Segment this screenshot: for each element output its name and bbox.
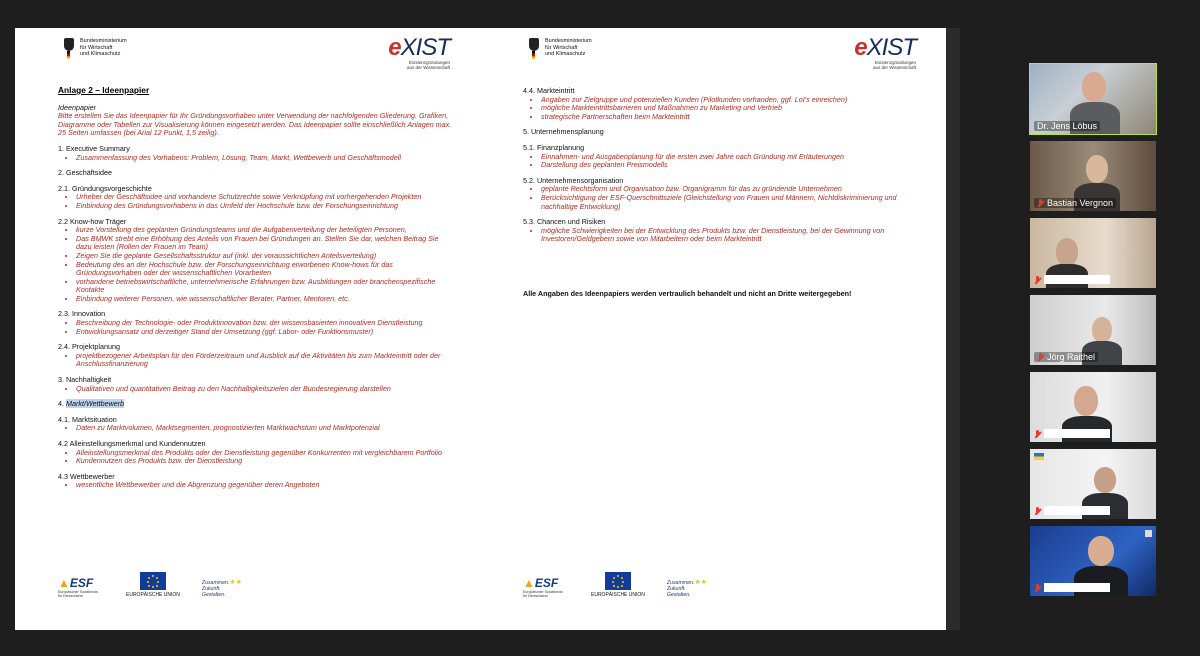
shared-screen bbox=[15, 28, 946, 630]
avatar bbox=[1086, 155, 1108, 183]
eagle-icon bbox=[528, 38, 540, 58]
redaction-bar bbox=[1044, 429, 1110, 438]
bullet-list bbox=[58, 319, 456, 336]
bullet-item: • Beschreibung der Technologie- oder Produktinnovation bzw. der wissensbasierten innovativen Dienstleistung bbox=[76, 319, 456, 328]
section-heading: 2. Geschäftsidee bbox=[58, 168, 112, 178]
bullet-list bbox=[523, 227, 922, 244]
ministry-line: und Klimaschutz bbox=[545, 51, 586, 57]
esf-sub: Europäischer Sozialfonds bbox=[58, 590, 98, 594]
exist-logo-text: XIST bbox=[400, 34, 450, 61]
avatar bbox=[1074, 386, 1098, 416]
bullet-list bbox=[523, 153, 922, 170]
section-heading: 5. Unternehmensplanung bbox=[523, 127, 604, 137]
ministry-line: für Wirtschaft bbox=[545, 44, 578, 51]
bullet-item: • kurze Vorstellung des geplanten Gründungsteams und die Aufgabenverteilung der beteiligten Personen, bbox=[76, 226, 456, 235]
bullet-item: • Zeigen Sie die geplante Gesellschaftsstruktur auf (inkl. der voraussichtlichen Anteilsverteilung) bbox=[76, 252, 456, 261]
section bbox=[523, 144, 922, 170]
participant-tile[interactable] bbox=[1030, 218, 1156, 288]
eu-flag-icon bbox=[605, 572, 631, 590]
bullet-item: • Entwicklungsansatz und derzeitiger Stand der Umsetzung (ggf. Labor- oder Funktionsmuster) bbox=[76, 328, 456, 337]
bullet-item: • geplante Rechtsform und Organisation bzw. Organigramm für das zu gründende Unternehmen bbox=[541, 185, 922, 194]
avatar bbox=[1082, 72, 1106, 102]
participant-name-text: Jörg Raithel bbox=[1047, 352, 1096, 362]
participant-tile[interactable] bbox=[1030, 295, 1156, 365]
avatar bbox=[1092, 317, 1112, 343]
section bbox=[58, 343, 456, 369]
participant-tile[interactable] bbox=[1030, 141, 1156, 211]
intro-heading: Ideenpapier bbox=[58, 102, 96, 112]
bullet-item: • Qualitativen und quantitativen Beitrag zu den Nachhaltigkeitszielen der Bundesregierung darstellen bbox=[76, 385, 456, 394]
participant-name bbox=[1034, 121, 1100, 131]
avatar bbox=[1056, 238, 1078, 266]
mic-muted-icon bbox=[1037, 353, 1044, 361]
bullet-list bbox=[58, 352, 456, 369]
bullet-list bbox=[58, 385, 456, 394]
zzg-logo bbox=[202, 580, 242, 598]
participant-name-text: Dr. Jens Löbus bbox=[1037, 121, 1098, 131]
bullet-item: • strategische Partnerschaften beim Markteintritt bbox=[541, 113, 922, 122]
section bbox=[58, 145, 456, 162]
document-page-right bbox=[480, 28, 946, 630]
mic-muted-icon bbox=[1034, 507, 1041, 515]
esf-sub: Europäischer Sozialfonds bbox=[523, 590, 563, 594]
bmwk-logo bbox=[528, 38, 592, 58]
section-heading: 4.3 Wettbewerber bbox=[58, 471, 115, 481]
bullet-item: • Daten zu Marktvolumen, Marktsegmenten, prognostizierten Marktwachstum und Marktpotenzial bbox=[76, 424, 456, 433]
zzg-line: Gestalten. bbox=[666, 592, 691, 598]
bullet-item: • vorhandene betriebswirtschaftliche, unternehmerische Erfahrungen bzw. Ausbildungen oder branchenspezifische Kontakte bbox=[76, 278, 456, 295]
section-heading: 2.1. Gründungsvorgeschichte bbox=[58, 183, 152, 193]
zzg-line: Zukunft. bbox=[201, 586, 221, 592]
eu-label: EUROPÄISCHE UNION bbox=[126, 592, 180, 598]
section-heading: 5.3. Chancen und Risiken bbox=[523, 217, 606, 227]
zzg-logo bbox=[667, 580, 707, 598]
eu-logo bbox=[126, 572, 180, 598]
mic-muted-icon bbox=[1037, 199, 1044, 207]
section-heading: 5.1. Finanzplanung bbox=[523, 142, 585, 152]
section bbox=[523, 87, 922, 121]
selected-heading-text: Markt/Wettbewerb bbox=[66, 399, 125, 409]
bullet-list bbox=[523, 185, 922, 211]
ministry-line: und Klimaschutz bbox=[80, 51, 121, 57]
section-heading: 4.1. Marktsituation bbox=[58, 414, 117, 424]
esf-logo: ▲ESF Europäischer Sozialfonds für Deutschland bbox=[58, 576, 104, 598]
eagle-icon bbox=[63, 38, 75, 58]
bullet-item: • wesentliche Wettbewerber und die Abgrenzung gegenüber deren Angeboten bbox=[76, 481, 456, 490]
zzg-line: Gestalten. bbox=[201, 592, 226, 598]
exist-logo-text: XIST bbox=[866, 34, 916, 61]
participant-tile[interactable] bbox=[1030, 64, 1156, 134]
section-heading: 4.2 Alleinstellungsmerkmal und Kundennutzen bbox=[58, 439, 206, 448]
eu-logo bbox=[591, 572, 645, 598]
confidential-note: Alle Angaben des Ideenpapiers werden vertraulich behandelt und nicht an Dritte weitergegeben! bbox=[523, 288, 852, 298]
bullet-item: • Einbindung weiterer Personen, wie wissenschaftlicher Berater, Partner, Mentoren, etc. bbox=[76, 295, 456, 304]
bullet-item: • Einnahmen- und Ausgabenplanung für die ersten zwei Jahre nach Gründung mit Erläuterungen bbox=[541, 153, 922, 162]
section bbox=[58, 416, 456, 433]
avatar bbox=[1094, 467, 1116, 493]
exist-sub: aus der Wissenschaft bbox=[406, 65, 450, 70]
bullet-item: • Berücksichtigung der ESF-Querschnittsziele (Gleichstellung von Frauen und Männern, Nichtdiskriminierung und nachhaltige Entwicklung) bbox=[541, 194, 922, 211]
bullet-item: • Alleinstellungsmerkmal des Produkts oder der Dienstleistung gegenüber Konkurrenten mit vergleichbarem Portfolio bbox=[76, 449, 456, 458]
section bbox=[58, 218, 456, 304]
intro-text: Bitte erstellen Sie das Ideenpapier für Ihr Gründungsvorhaben unter Verwendung der nachfolgenden Gliederung. Grafiken, Diagramme oder Tabellen zur Visualisierung können eingesetzt werden. Das Ideenpapier sollte einschließlich Anlagen max. 25 Seiten umfassen (bei Arial 12 Punkt, 1,5 zeilig). bbox=[58, 111, 452, 138]
document-title: Anlage 2 – Ideenpapier bbox=[58, 85, 150, 95]
section bbox=[523, 128, 922, 137]
exist-sub: Existenzgründungen bbox=[874, 60, 916, 65]
stars-icon: ★★ bbox=[694, 579, 707, 586]
section-heading: 2.2 Know-how Träger bbox=[58, 216, 127, 226]
bullet-item: • Das BMWK strebt eine Erhöhung des Anteils von Frauen bei Gründungen an. Stellen Sie dar, welchen Beitrag Sie dazu leisten (Rollen der Frauen im Team) bbox=[76, 235, 456, 252]
bullet-item: • mögliche Schwierigkeiten bei der Entwicklung des Produkts bzw. der Dienstleistung, bei der Gewinnung von Investoren/Geldgebern sowie von Mitarbeitern oder beim Markteintritt bbox=[541, 227, 922, 244]
bullet-list bbox=[58, 193, 456, 210]
bullet-item: • Darstellung des geplanten Preismodells bbox=[541, 161, 922, 170]
mic-muted-icon bbox=[1034, 430, 1041, 438]
bullet-list bbox=[58, 449, 456, 466]
participant-tile[interactable] bbox=[1030, 372, 1156, 442]
bullet-list bbox=[58, 154, 456, 163]
participant-name-text: Bastian Vergnon bbox=[1047, 198, 1114, 208]
ministry-line: Bundesministerium bbox=[80, 38, 127, 44]
zzg-line: Zusammen. bbox=[666, 580, 695, 586]
exist-logo: eXIST Existenzgründungen aus der Wissenschaft bbox=[854, 34, 916, 70]
section-heading: 2.3. Innovation bbox=[58, 309, 106, 319]
section-heading: 5.2. Unternehmensorganisation bbox=[523, 175, 624, 185]
pin-icon bbox=[1145, 530, 1152, 537]
selected-heading[interactable] bbox=[58, 400, 456, 409]
bullet-list bbox=[58, 226, 456, 303]
document-content bbox=[58, 86, 456, 490]
exist-sub: Existenzgründungen bbox=[408, 60, 450, 65]
bullet-item: • Bedeutung des an der Hochschule bzw. der Forschungseinrichtung erworbenen Know-hows für das Gründungsvorhaben oder der wissenschaftlichen Vorarbeiten bbox=[76, 261, 456, 278]
section-heading: 1. Executive Summary bbox=[58, 143, 130, 153]
page-footer bbox=[523, 572, 707, 598]
redaction-bar bbox=[1044, 583, 1110, 592]
bullet-item: • Urheber der Geschäftsidee und vorhandene Schutzrechte sowie Verknüpfung mit vorhergehenden Projekten bbox=[76, 193, 456, 202]
section bbox=[523, 177, 922, 211]
stars-icon: ★★ bbox=[229, 579, 242, 586]
esf-logo-text: ESF bbox=[69, 576, 94, 590]
section bbox=[523, 218, 922, 244]
selected-heading-num: 4. bbox=[58, 399, 64, 409]
section-heading: 4.4. Markteintritt bbox=[523, 86, 575, 95]
ministry-line: Bundesministerium bbox=[545, 38, 592, 44]
participant-name bbox=[1034, 352, 1098, 362]
bullet-list bbox=[58, 424, 456, 433]
bullet-item: • Kundennutzen des Produkts bzw. der Dienstleistung bbox=[76, 457, 456, 466]
esf-sub: für Deutschland bbox=[58, 594, 83, 598]
shared-screen-scrollbar[interactable] bbox=[946, 28, 960, 630]
esf-logo-text: ESF bbox=[534, 576, 559, 590]
section-heading: 2.4. Projektplanung bbox=[58, 342, 120, 352]
esf-sub: für Deutschland bbox=[523, 594, 548, 598]
ministry-line: für Wirtschaft bbox=[80, 44, 113, 51]
bullet-item: • projektbezogener Arbeitsplan für den Förderzeitraum und Ausblick auf die Aktivitäten bis zum Markteintritt oder der Anschlussfinanzierung bbox=[76, 352, 456, 369]
redaction-bar bbox=[1044, 275, 1110, 284]
bullet-list bbox=[523, 96, 922, 122]
mic-muted-icon bbox=[1034, 276, 1041, 284]
ukraine-flag-icon bbox=[1034, 453, 1044, 460]
document-content bbox=[523, 80, 922, 299]
bullet-item: • Zusammenfassung des Vorhabens: Problem, Lösung, Team, Markt, Wettbewerb und Geschäftsmodell bbox=[76, 154, 456, 163]
section bbox=[58, 440, 456, 466]
section-heading: 3. Nachhaltigkeit bbox=[58, 375, 112, 385]
page-header bbox=[528, 36, 946, 76]
page-header bbox=[63, 36, 480, 76]
bmwk-logo bbox=[63, 38, 127, 58]
avatar bbox=[1088, 536, 1114, 566]
bullet-item: • Einbindung des Gründungsvorhabens in das Umfeld der Hochschule bzw. der Forschungseinrichtung bbox=[76, 202, 456, 211]
participant-tile[interactable] bbox=[1030, 526, 1156, 596]
zzg-line: Zukunft. bbox=[666, 586, 686, 592]
mic-muted-icon bbox=[1034, 584, 1041, 592]
eu-label: EUROPÄISCHE UNION bbox=[591, 592, 645, 598]
eu-flag-icon bbox=[140, 572, 166, 590]
section bbox=[58, 169, 456, 178]
exist-sub: aus der Wissenschaft bbox=[872, 65, 916, 70]
bullet-list bbox=[58, 481, 456, 490]
section bbox=[58, 310, 456, 336]
zzg-line: Zusammen. bbox=[201, 580, 230, 586]
participant-tile[interactable] bbox=[1030, 449, 1156, 519]
participant-name bbox=[1034, 198, 1116, 208]
document-page-left bbox=[15, 28, 480, 630]
esf-logo: ▲ESF Europäischer Sozialfonds für Deutschland bbox=[523, 576, 569, 598]
redaction-bar bbox=[1044, 506, 1110, 515]
section bbox=[58, 185, 456, 211]
page-footer bbox=[58, 572, 242, 598]
section bbox=[58, 376, 456, 393]
bullet-item: • mögliche Markteintrittsbarrieren und Maßnahmen zu Marketing und Vertrieb bbox=[541, 104, 922, 113]
exist-logo: eXIST Existenzgründungen aus der Wissenschaft bbox=[388, 34, 450, 70]
bullet-item: • Angaben zur Zielgruppe und potenziellen Kunden (Pilotkunden vorhanden, ggf. LoI's einreichen) bbox=[541, 96, 922, 105]
section bbox=[58, 473, 456, 490]
